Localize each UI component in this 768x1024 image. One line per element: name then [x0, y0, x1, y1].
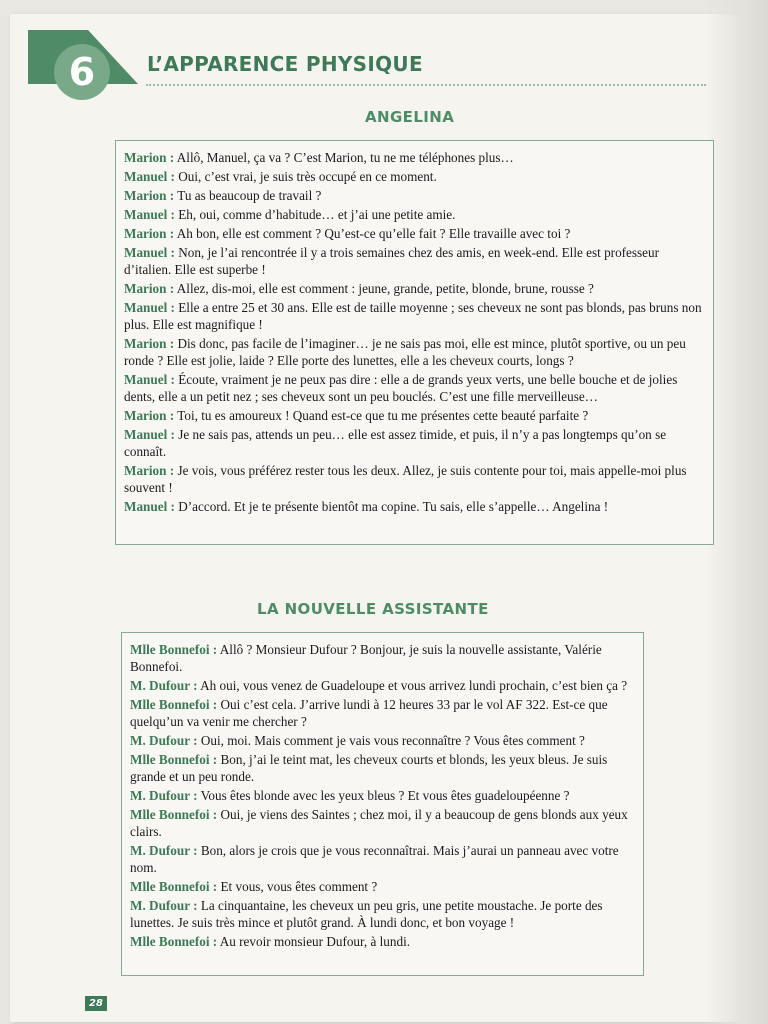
speaker-name: Mlle Bonnefoi : [130, 752, 218, 767]
dialogue-text: Oui, c’est vrai, je suis très occupé en ce moment. [174, 169, 437, 184]
dialogue-line [124, 206, 705, 223]
speaker-name: Manuel : [124, 245, 175, 260]
dialogue-text: Au revoir monsieur Dufour, à lundi. [217, 934, 411, 949]
speaker-name: M. Dufour : [130, 788, 198, 803]
dialogue-text: Écoute, vraiment je ne peux pas dire : elle a de grands yeux verts, une belle bouche et de jolies dents, elle a un petit nez ; ses cheveux sont un peu bouclés. C’est une fille merveilleuse… [124, 372, 678, 404]
dialogue-line [130, 732, 635, 749]
chapter-number: 6 [68, 50, 96, 94]
dialogue-text: Bon, j’ai le teint mat, les cheveux courts et blonds, les yeux bleus. Je suis grande et un peu ronde. [130, 752, 608, 784]
dialogue-text: Allô ? Monsieur Dufour ? Bonjour, je suis la nouvelle assistante, Valérie Bonnefoi. [130, 642, 602, 674]
dialogue-line [124, 426, 705, 460]
dialogue-line [124, 335, 705, 369]
speaker-name: Manuel : [124, 372, 175, 387]
speaker-name: Marion : [124, 408, 175, 423]
dialogue-text: Eh, oui, comme d’habitude… et j’ai une petite amie. [174, 207, 456, 222]
dialogue-text: Non, je l’ai rencontrée il y a trois semaines chez des amis, en week-end. Elle est professeur d’italien. Elle est superbe ! [124, 245, 660, 277]
dialogue-text: Allô, Manuel, ça va ? C’est Marion, tu ne me téléphones plus… [174, 150, 514, 165]
speaker-name: Manuel : [124, 427, 175, 442]
title-dotted-rule [146, 84, 706, 86]
page-number: 28 [85, 996, 107, 1011]
speaker-name: M. Dufour : [130, 733, 198, 748]
dialogue-text: Ah oui, vous venez de Guadeloupe et vous arrivez lundi prochain, c’est bien ça ? [197, 678, 628, 693]
dialogue-line [130, 787, 635, 804]
dialogue-text: Oui, moi. Mais comment je vais vous reconnaître ? Vous êtes comment ? [197, 733, 585, 748]
speaker-name: Mlle Bonnefoi : [130, 697, 218, 712]
dialogue-line [130, 641, 635, 675]
dialogue-text: Elle a entre 25 et 30 ans. Elle est de taille moyenne ; ses cheveux ne sont pas blonds, pas bruns non plus. Elle est magnifique ! [124, 300, 702, 332]
dialogue-line [130, 696, 635, 730]
dialogue-text: Toi, tu es amoureux ! Quand est-ce que tu me présentes cette beauté parfaite ? [174, 408, 589, 423]
section-title-assistante: LA NOUVELLE ASSISTANTE [257, 600, 489, 618]
speaker-name: Marion : [124, 336, 175, 351]
dialogue-line [130, 751, 635, 785]
dialogue-text: Oui c’est cela. J’arrive lundi à 12 heures 33 par le vol AF 322. Est-ce que quelqu’un va venir me chercher ? [130, 697, 608, 729]
dialogue-text: D’accord. Et je te présente bientôt ma copine. Tu sais, elle s’appelle… Angelina ! [174, 499, 609, 514]
dialogue-text: Vous êtes blonde avec les yeux bleus ? Et vous êtes guadeloupéenne ? [197, 788, 570, 803]
dialogue-text: Bon, alors je crois que je vous reconnaîtrai. Mais j’aurai un panneau avec votre nom. [130, 843, 619, 875]
speaker-name: Manuel : [124, 207, 175, 222]
dialogue-line [124, 280, 705, 297]
dialogue-line [124, 371, 705, 405]
dialogue-line [124, 168, 705, 185]
dialogue-box-angelina [115, 140, 714, 545]
section-title-angelina: ANGELINA [365, 108, 455, 126]
speaker-name: Marion : [124, 281, 175, 296]
dialogue-line [124, 498, 705, 515]
dialogue-line [130, 677, 635, 694]
dialogue-text: Je ne sais pas, attends un peu… elle est assez timide, et puis, il n’y a pas longtemps qu’on se connaît. [124, 427, 667, 459]
dialogue-box-assistante [121, 632, 644, 976]
book-gutter [705, 0, 768, 1024]
dialogue-line [130, 933, 635, 950]
speaker-name: Manuel : [124, 169, 175, 184]
dialogue-line [124, 299, 705, 333]
speaker-name: Mlle Bonnefoi : [130, 934, 218, 949]
dialogue-line [130, 878, 635, 895]
speaker-name: M. Dufour : [130, 843, 198, 858]
dialogue-line [130, 842, 635, 876]
dialogue-line [124, 244, 705, 278]
dialogue-text: Je vois, vous préférez rester tous les deux. Allez, je suis contente pour toi, mais appelle-moi plus souvent ! [124, 463, 687, 495]
speaker-name: M. Dufour : [130, 678, 198, 693]
dialogue-list [124, 149, 705, 515]
dialogue-text: Dis donc, pas facile de l’imaginer… je ne sais pas moi, elle est mince, plutôt sportive, ou un peu ronde ? Elle est jolie, laide ? Elle porte des lunettes, elle a les cheveux courts, longs ? [124, 336, 686, 368]
speaker-name: Manuel : [124, 300, 175, 315]
speaker-name: Mlle Bonnefoi : [130, 879, 218, 894]
dialogue-line [124, 187, 705, 204]
dialogue-list [130, 641, 635, 950]
dialogue-line [124, 225, 705, 242]
chapter-title: L’APPARENCE PHYSIQUE [147, 52, 423, 76]
dialogue-text: Et vous, vous êtes comment ? [217, 879, 378, 894]
speaker-name: Marion : [124, 150, 175, 165]
dialogue-line [124, 149, 705, 166]
dialogue-text: Ah bon, elle est comment ? Qu’est-ce qu’elle fait ? Elle travaille avec toi ? [174, 226, 571, 241]
dialogue-line [124, 407, 705, 424]
dialogue-line [124, 462, 705, 496]
dialogue-text: La cinquantaine, les cheveux un peu gris, une petite moustache. Je porte des lunettes. Je suis très mince et plutôt grand. À lundi donc, et bon voyage ! [130, 898, 603, 930]
speaker-name: M. Dufour : [130, 898, 198, 913]
dialogue-text: Tu as beaucoup de travail ? [174, 188, 322, 203]
dialogue-text: Allez, dis-moi, elle est comment : jeune, grande, petite, blonde, brune, rousse ? [174, 281, 594, 296]
speaker-name: Manuel : [124, 499, 175, 514]
speaker-name: Mlle Bonnefoi : [130, 642, 218, 657]
speaker-name: Marion : [124, 188, 175, 203]
dialogue-line [130, 897, 635, 931]
speaker-name: Mlle Bonnefoi : [130, 807, 218, 822]
speaker-name: Marion : [124, 463, 175, 478]
speaker-name: Marion : [124, 226, 175, 241]
dialogue-text: Oui, je viens des Saintes ; chez moi, il y a beaucoup de gens blonds aux yeux clairs. [130, 807, 628, 839]
dialogue-line [130, 806, 635, 840]
